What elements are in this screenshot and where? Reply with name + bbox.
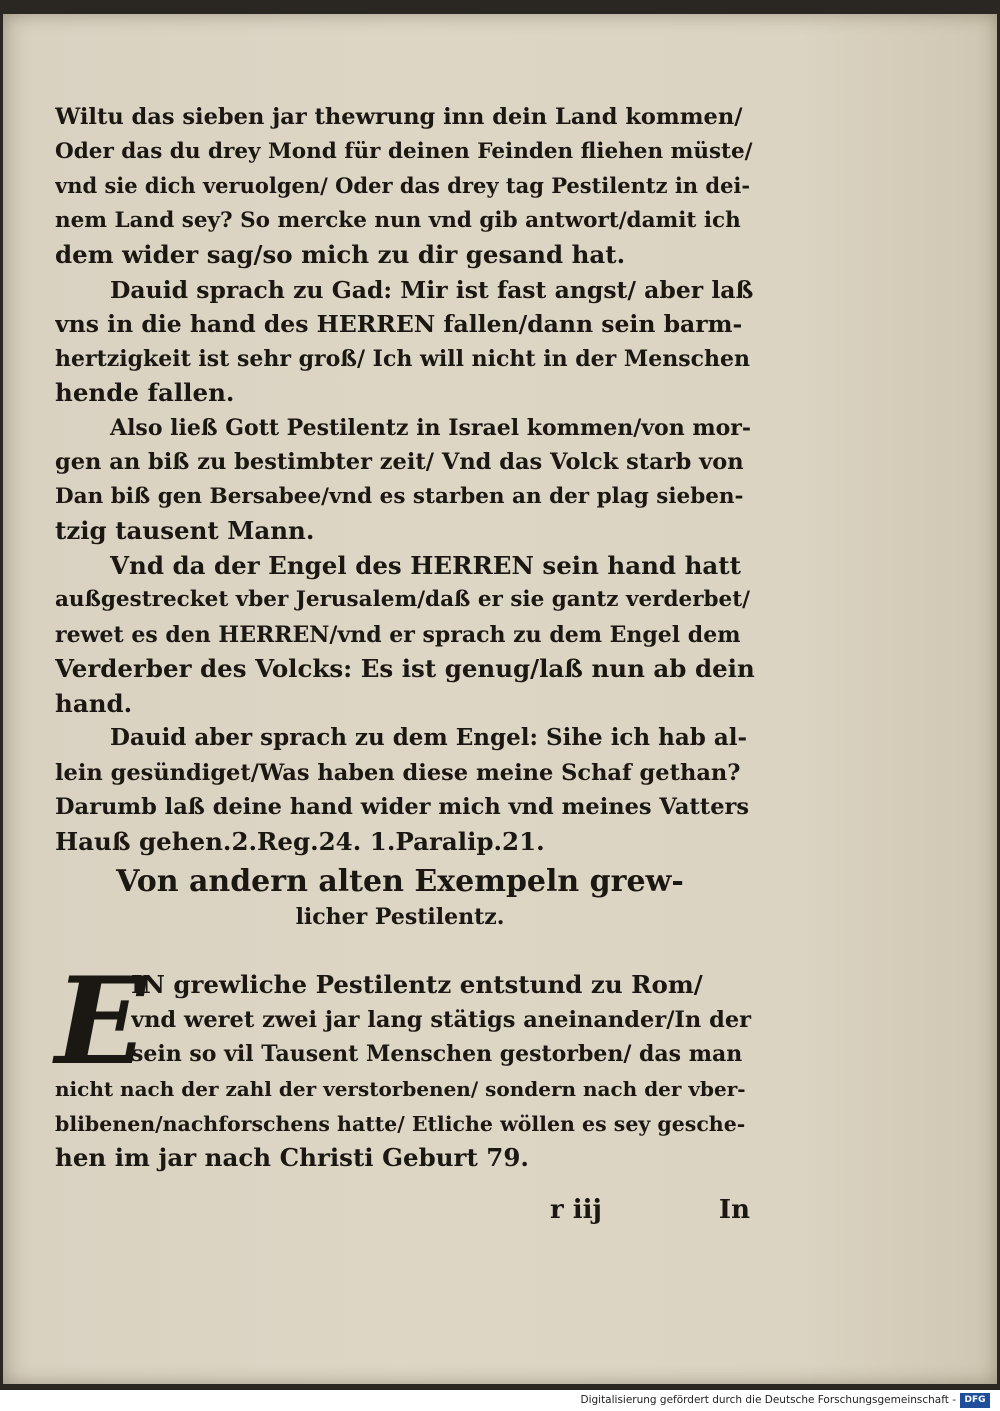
body-text-section [55,951,755,1176]
text-line: hertzigkeit ist sehr groß/ Ich will nicht in der Menschen [55,345,750,372]
text-line: nicht nach der zahl der verstorbenen/ sondern nach der vber- [55,1077,746,1101]
catchword: In [718,1195,750,1225]
page-footer [55,1195,750,1235]
text-line: sein so vil Tausent Menschen gestorben/ das man [131,1041,743,1067]
signature-mark: r iij [550,1195,602,1225]
text-line: Hauß gehen.2.Reg.24. 1.Paralip.21. [55,826,545,856]
text-line: vnd weret zwei jar lang stätigs aneinander/In der [131,1006,752,1033]
text-line: Vnd da der Engel des HERREN sein hand hatt [110,550,741,580]
text-line: tzig tausent Mann. [55,516,315,545]
text-line: außgestrecket vber Jerusalem/daß er sie gantz verderbet/ [55,587,751,612]
text-line: Wiltu das sieben jar thewrung inn dein Land kommen/ [55,104,743,130]
text-line: vnd sie dich veruolgen/ Oder das drey tag Pestilentz in dei- [55,173,751,198]
text-line: rewet es den HERREN/vnd er sprach zu dem Engel dem [55,621,741,648]
text-line: Also ließ Gott Pestilentz in Israel kommen/von mor- [110,414,752,441]
text-line: hen im jar nach Christi Geburt 79. [55,1143,529,1172]
text-line: gen an biß zu bestimbter zeit/ Vnd das Volck starb von [55,449,744,475]
heading-line: licher Pestilentz. [295,904,505,930]
dfg-logo-icon: DFG [960,1393,990,1408]
text-line: dem wider sag/so mich zu dir gesand hat. [55,240,626,269]
section-heading [55,862,745,932]
text-line: vns in die hand des HERREN fallen/dann sein barm- [55,310,743,338]
text-line: IN grewliche Pestilentz entstund zu Rom/ [131,970,703,999]
text-line: Dan biß gen Bersabee/vnd es starben an der plag sieben- [55,483,744,509]
text-line: Oder das du drey Mond für deinen Feinden fliehen müste/ [55,138,753,164]
text-line: blibenen/nachforschens hatte/ Etliche wöllen es sey gesche- [55,1111,746,1136]
text-line: Dauid sprach zu Gad: Mir ist fast angst/ aber laß [110,275,754,304]
text-line: nem Land sey? So mercke nun vnd gib antwort/damit ich [55,207,741,233]
text-line: Dauid aber sprach zu dem Engel: Sihe ich hab al- [110,724,748,751]
text-line: hand. [55,688,133,718]
body-text [55,100,755,859]
digitization-credit: Digitalisierung gefördert durch die Deutsche Forschungsgemeinschaft - [580,1394,956,1406]
heading-line: Von andern alten Exempeln grew- [116,864,684,899]
text-line: hende fallen. [55,378,235,407]
text-line: Darumb laß deine hand wider mich vnd meines Vatters [55,794,750,820]
text-line: Verderber des Volcks: Es ist genug/laß nun ab dein [55,654,755,683]
text-line: lein gesündiget/Was haben diese meine Schaf gethan? [55,759,741,786]
drop-cap: E [55,951,147,1092]
